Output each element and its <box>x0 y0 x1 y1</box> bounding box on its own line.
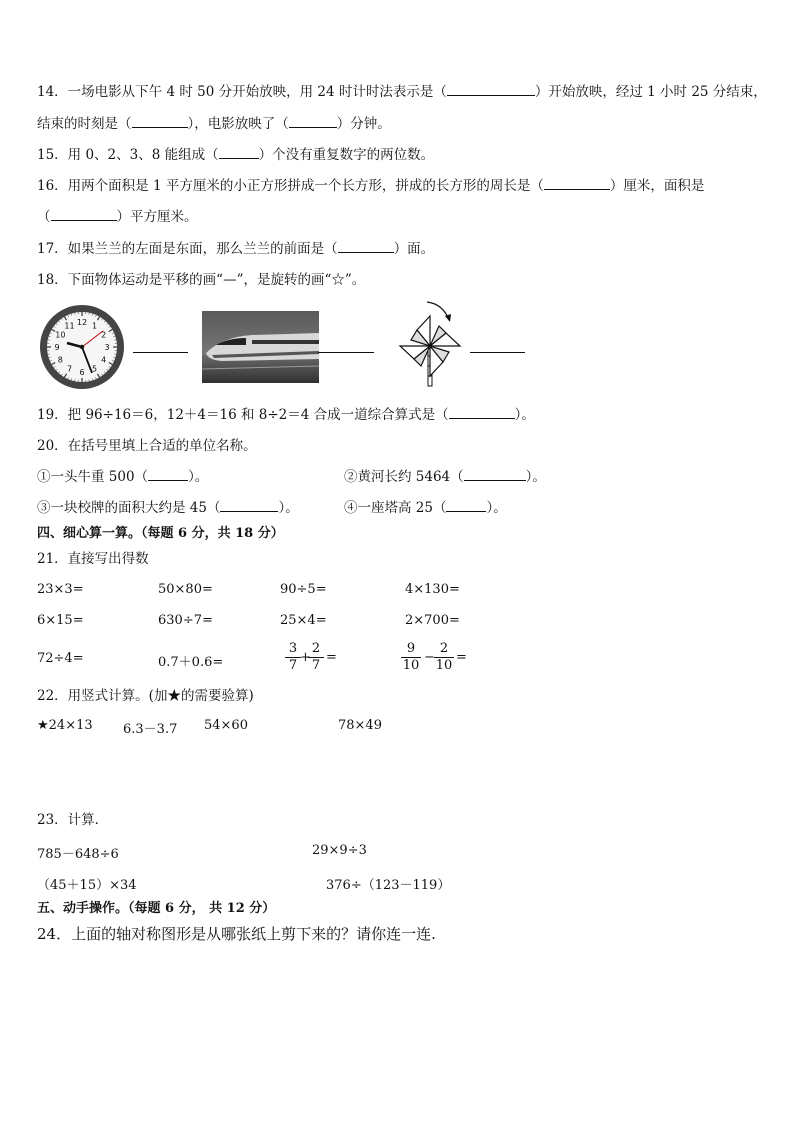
answer-blank[interactable] <box>464 468 526 481</box>
question-20-item-3: ③一块校牌的面积大约是 45（ ）。 <box>37 500 299 516</box>
clock-number: 2 <box>101 330 107 340</box>
question-20-item-4: ④一座塔高 25（ ）。 <box>344 500 507 516</box>
question-20-item-2: ②黄河长约 5464（ ）。 <box>344 469 546 485</box>
question-24: 24．上面的轴对称图形是从哪张纸上剪下来的？请你连一连. <box>37 925 436 943</box>
fraction-2-7: $\frac{2}{7}$ <box>308 641 324 674</box>
fraction-3-7: $\frac{3}{7}$ <box>285 641 301 674</box>
calc-item: 50×80= <box>158 582 213 597</box>
clock-number: 6 <box>79 368 85 377</box>
question-14-line-1: 14．一场电影从下午 4 时 50 分开始放映，用 24 时计时法表示是（ ）开始放映，经过 1 小时 25 分结束， <box>37 84 767 100</box>
clock-number: 4 <box>101 355 107 365</box>
clock-number: 7 <box>66 364 73 374</box>
question-16-line-2: （ ）平方厘米。 <box>37 209 198 225</box>
clock-number: 3 <box>104 343 110 352</box>
answer-blank[interactable] <box>220 499 278 512</box>
answer-blank[interactable] <box>51 208 117 221</box>
question-19: 19．把 96÷16＝6，12＋4＝16 和 8÷2＝4 合成一道综合算式是（ ）。 <box>37 407 535 423</box>
clock-center <box>80 345 84 349</box>
answer-blank[interactable] <box>544 177 610 190</box>
answer-blank[interactable] <box>219 146 259 159</box>
clock-number: 9 <box>54 343 60 352</box>
answer-line-pinwheel[interactable] <box>470 352 525 353</box>
question-20-item-1: ①一头牛重 500（ ）。 <box>37 469 209 485</box>
calc-item: 29×9÷3 <box>312 843 367 858</box>
calc-item: 0.7＋0.6= <box>158 655 224 670</box>
answer-blank[interactable] <box>449 406 515 419</box>
answer-blank[interactable] <box>148 468 188 481</box>
clock-number: 5 <box>91 364 98 374</box>
calc-item: 376÷（123－119） <box>326 878 451 893</box>
answer-blank[interactable] <box>446 499 486 512</box>
train-image <box>202 311 319 383</box>
question-16-line-1: 16．用两个面积是 1 平方厘米的小正方形拼成一个长方形，拼成的长方形的周长是（ ）厘米，面积是 <box>37 178 705 194</box>
answer-blank[interactable] <box>132 115 188 128</box>
clock-number: 10 <box>55 330 66 340</box>
calc-item: 23×3= <box>37 582 84 597</box>
answer-blank[interactable] <box>289 115 337 128</box>
fraction-2-10: $\frac{2}{10}$ <box>435 641 453 673</box>
rotation-arrow-icon <box>445 314 451 322</box>
calc-item: （45＋15）×34 <box>37 878 137 893</box>
calc-item: 630÷7= <box>158 613 213 628</box>
vertical-calc-item: 78×49 <box>338 718 382 733</box>
question-21-title: 21．直接写出得数 <box>37 551 149 567</box>
vertical-calc-item: 6.3－3.7 <box>123 722 178 737</box>
calc-item: 90÷5= <box>280 582 327 597</box>
calc-item: 785－648÷6 <box>37 847 119 862</box>
question-22-title: 22．用竖式计算。(加★的需要验算) <box>37 688 254 704</box>
question-17: 17．如果兰兰的左面是东面，那么兰兰的前面是（ ）面。 <box>37 241 435 257</box>
clock-number: 1 <box>91 321 98 331</box>
calc-item: 4×130= <box>405 582 460 597</box>
answer-blank[interactable] <box>338 240 394 253</box>
section-5-heading: 五、动手操作。（每题 6 分， 共 12 分） <box>37 901 276 916</box>
equals-sign: = <box>326 650 337 665</box>
clock-number: 8 <box>57 355 63 365</box>
answer-line-train[interactable] <box>318 352 374 353</box>
question-18: 18．下面物体运动是平移的画“—”，是旋转的画“☆”。 <box>37 272 366 288</box>
section-4-heading: 四、细心算一算。（每题 6 分，共 18 分） <box>37 526 284 541</box>
question-15: 15．用 0、2、3、8 能组成（ ）个没有重复数字的两位数。 <box>37 147 435 163</box>
answer-line-clock[interactable] <box>133 352 188 353</box>
clock-number: 11 <box>64 321 75 331</box>
calc-item: 25×4= <box>280 613 327 628</box>
clock-image <box>37 303 127 391</box>
minus-sign: − <box>424 650 435 665</box>
calc-item: 72÷4= <box>37 651 84 666</box>
plus-sign: + <box>300 650 311 665</box>
pinwheel-image <box>391 300 466 388</box>
calc-item: 6×15= <box>37 613 84 628</box>
question-14-line-2: 结束的时刻是（ ），电影放映了（ ）分钟。 <box>37 116 391 132</box>
equals-sign: = <box>456 650 467 665</box>
vertical-calc-item: ★24×13 <box>37 718 93 733</box>
question-20-title: 20．在括号里填上合适的单位名称。 <box>37 438 257 454</box>
vertical-calc-item: 54×60 <box>204 718 248 733</box>
question-23-title: 23．计算． <box>37 812 109 828</box>
calc-item: 2×700= <box>405 613 460 628</box>
fraction-9-10: $\frac{9}{10}$ <box>402 641 420 673</box>
answer-blank[interactable] <box>447 83 535 96</box>
clock-number: 12 <box>76 318 88 327</box>
